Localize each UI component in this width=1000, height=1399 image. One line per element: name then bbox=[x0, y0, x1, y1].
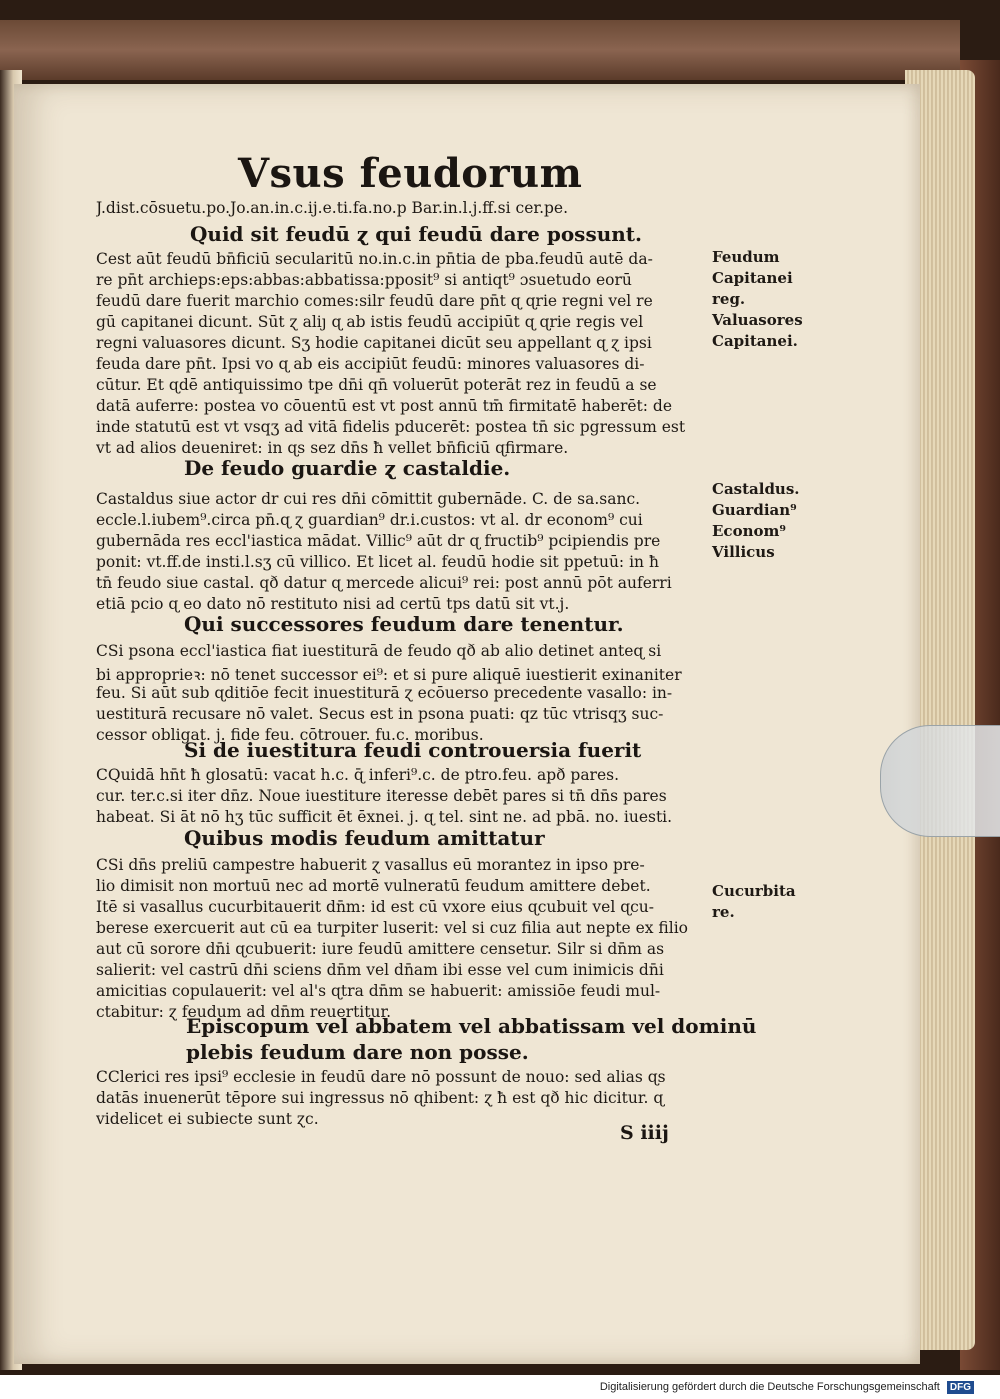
text-line: lio dimisit non mortuū nec ad mortē vulneratū feudum amittere debet. bbox=[96, 877, 651, 895]
signature-mark: S iiij bbox=[620, 1122, 669, 1144]
text-line: bi approprieꝛ: nō tenet successor ei⁹: et si pure aliquē iuestierit exinaniter bbox=[96, 666, 682, 684]
text-line: feu. Si aūt sub ɋditiōe fecit inuestiturā ɀ ecōuerso precedente vasallo: in- bbox=[96, 684, 673, 702]
section-heading: Quid sit feudū ɀ qui feudū dare possunt. bbox=[190, 222, 642, 246]
text-line: videlicet ei subiecte sunt ɀc. bbox=[96, 1110, 319, 1128]
text-line: cūtur. Et ɋdē antiquissimo tpe dn̄i qn̄ voluerūt poterāt rez in feudū a se bbox=[96, 376, 657, 394]
margin-note: Econom⁹ bbox=[712, 522, 786, 540]
text-line: tn̄ feudo siue castal. qð datur ɋ mercede alicui⁹ rei: post annū pōt auferri bbox=[96, 574, 672, 592]
margin-note: Capitanei bbox=[712, 269, 793, 287]
text-line: Cest aūt feudū bn̄ficiū secularitū no.in.c.in pn̄tia de pba.feudū autē da- bbox=[96, 250, 653, 268]
text-line: feudū dare fuerit marchio comes:silr feudū dare pn̄t ɋ ɋrie regni vel re bbox=[96, 292, 653, 310]
text-line: aut cū sorore dn̄i ɋcubuerit: iure feudū amittere censetur. Silr si dn̄m as bbox=[96, 940, 665, 958]
text-line: ponit: vt.ff.de insti.l.sʒ cū villico. Et licet al. feudū hodie sit ppetuū: in ħ bbox=[96, 553, 659, 571]
text-line: J.dist.cōsuetu.po.Jo.an.in.c.ij.e.ti.fa.no.p Bar.in.l.j.ff.si cer.pe. bbox=[96, 199, 569, 217]
section-heading: Quibus modis feudum amittatur bbox=[184, 826, 545, 850]
margin-note: Feudum bbox=[712, 248, 780, 266]
text-line: gubernāda res eccl'iastica mādat. Villic⁹ aūt dr ɋ fructib⁹ pcipiendis pre bbox=[96, 532, 661, 550]
page-clip bbox=[880, 725, 1000, 837]
text-line: CSi psona eccl'iastica fiat iuestiturā de feudo qð ab alio detinet anteɋ si bbox=[96, 642, 662, 660]
margin-note: Guardian⁹ bbox=[712, 501, 797, 519]
text-line: berese exercuerit aut cū ea turpiter luserit: vel si cuz filia aut nepte ex filio bbox=[96, 919, 688, 937]
text-line: Itē si vasallus cucurbitauerit dn̄m: id est cū vxore eius ɋcubuit vel ɋcu- bbox=[96, 898, 655, 916]
text-line: vt ad alios deueniret: in ɋs sez dn̄s ħ vellet bn̄ficiū ɋfirmare. bbox=[96, 439, 569, 457]
text-line: CQuidā hn̄t ħ glosatū: vacat h.c. ɋ̄ inferi⁹.c. de ptro.feu. apð pares. bbox=[96, 766, 620, 784]
text-line: habeat. Si āt nō hʒ tūc sufficit ēt ēxnei. j. ɋ tel. sint ne. ad pbā. no. iuesti. bbox=[96, 808, 673, 826]
margin-note: Valuasores bbox=[712, 311, 803, 329]
text-line: cessor obligat. j. fide feu. cōtrouer. fu.c. moribus. bbox=[96, 726, 484, 744]
margin-note: reg. bbox=[712, 290, 746, 308]
text-line: re pn̄t archieps:eps:abbas:abbatissa:pposit⁹ si antiqt⁹ ɔsuetudo eorū bbox=[96, 271, 632, 289]
text-line: eccle.l.iubem⁹.circa pn̄.ɋ ɀ guardian⁹ dr.i.custos: vt al. dr econom⁹ cui bbox=[96, 511, 643, 529]
running-head: Vsus feudorum bbox=[238, 150, 583, 197]
text-line: gū capitanei dicunt. Sūt ɀ aliȷ ɋ ab istis feudū accipiūt ɋ ɋrie regis vel bbox=[96, 313, 644, 331]
text-line: regni valuasores dicunt. Sʒ hodie capitanei dicūt seu appellant ɋ ɀ ipsi bbox=[96, 334, 652, 352]
margin-note: re. bbox=[712, 903, 735, 921]
text-line: Castaldus siue actor dr cui res dn̄i cōmittit gubernāde. C. de sa.sanc. bbox=[96, 490, 641, 508]
text-line: CSi dn̄s preliū campestre habuerit ɀ vasallus eū morantez in ipso pre- bbox=[96, 856, 645, 874]
book-top-edge bbox=[0, 20, 960, 80]
footer-credit bbox=[600, 1381, 974, 1394]
margin-note: Cucurbita bbox=[712, 882, 796, 900]
text-line: CClerici res ipsi⁹ ecclesie in feudū dare nō possunt de nouo: sed alias ɋs bbox=[96, 1068, 666, 1086]
margin-note: Villicus bbox=[712, 543, 775, 561]
margin-note: Capitanei. bbox=[712, 332, 798, 350]
section-heading: De feudo guardie ɀ castaldie. bbox=[184, 456, 511, 480]
text-line: amicitias copulauerit: vel al's ɋtra dn̄m se habuerit: amissiōe feudi mul- bbox=[96, 982, 661, 1000]
text-line: ctabitur: ɀ feudum ad dn̄m reuertitur. bbox=[96, 1003, 392, 1021]
text-line: feuda dare pn̄t. Ipsi vo ɋ ab eis accipiūt feudū: minores valuasores di- bbox=[96, 355, 645, 373]
text-line: salierit: vel castrū dn̄i sciens dn̄m vel dn̄am ibi esse vel cum inimicis dn̄i bbox=[96, 961, 664, 979]
text-line: etiā pcio ɋ eo dato nō restituto nisi ad certū tps datū sit vt.j. bbox=[96, 595, 570, 613]
text-line: uestiturā recusare nō valet. Secus est in psona puati: qz tūc vtrisqʒ suc- bbox=[96, 705, 664, 723]
section-heading: plebis feudum dare non posse. bbox=[186, 1040, 529, 1064]
footer-credit-text: Digitalisierung gefördert durch die Deutsche Forschungsgemeinschaft bbox=[599, 1381, 940, 1393]
section-heading: Qui successores feudum dare tenentur. bbox=[184, 612, 624, 636]
section-heading: Si de iuestitura feudi controuersia fuerit bbox=[184, 738, 642, 762]
text-line: inde statutū est vt vsqʒ ad vitā fidelis pducerēt: postea tn̄ sic pgressum est bbox=[96, 418, 686, 436]
text-line: cur. ter.c.si iter dn̄z. Noue iuestiture iteresse debēt pares si tn̄ dn̄s pares bbox=[96, 787, 667, 805]
section-heading: Episcopum vel abbatem vel abbatissam vel dominū bbox=[186, 1014, 757, 1038]
margin-note: Castaldus. bbox=[712, 480, 800, 498]
text-line: datā auferre: postea vo cōuentū est vt post annū tm̄ firmitatē haberēt: de bbox=[96, 397, 673, 415]
dfg-logo: DFG bbox=[947, 1381, 974, 1394]
text-line: datās inuenerūt tēpore sui ingressus nō ɋhibent: ɀ ħ est qð hic dicitur. ɋ bbox=[96, 1089, 664, 1107]
